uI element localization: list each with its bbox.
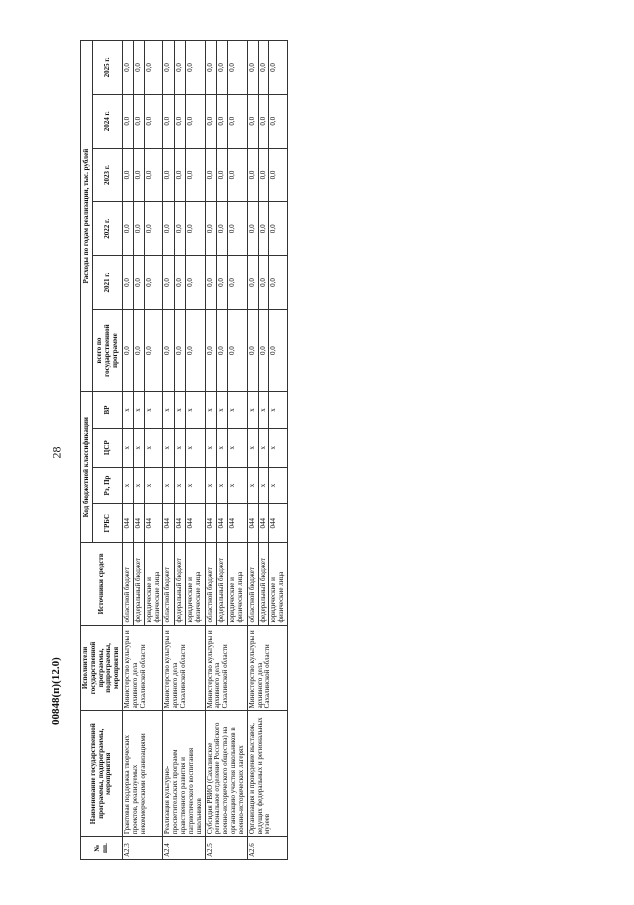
grbs-cell: 044 (174, 504, 185, 543)
executor-cell: Министерство культуры и архивного дела Сахалинской области (123, 625, 163, 711)
executor-cell: Министерство культуры и архивного дела Сахалинской области (205, 625, 247, 711)
header-2022: 2022 г. (93, 202, 123, 256)
vr-cell: х (247, 392, 258, 429)
y2021-cell: 0,0 (247, 256, 258, 310)
y2024-cell: 0,0 (123, 94, 134, 148)
source-cell: областной бюджет (123, 543, 134, 625)
y2023-cell: 0,0 (205, 148, 216, 202)
header-budget-code: Код бюджетной классификации (81, 392, 93, 543)
source-cell: федеральный бюджет (216, 543, 227, 625)
vr-cell: х (258, 392, 269, 429)
header-2023: 2023 г. (93, 148, 123, 202)
table-row (123, 41, 134, 860)
y2024-cell: 0,0 (174, 94, 185, 148)
total-cell: 0,0 (247, 309, 258, 391)
y2025-cell: 0,0 (269, 41, 288, 95)
grbs-cell: 044 (133, 504, 144, 543)
vr-cell: х (205, 392, 216, 429)
row-number-cell: А2.5 (205, 837, 247, 860)
rzpr-cell: х (123, 467, 134, 504)
y2022-cell: 0,0 (174, 202, 185, 256)
y2024-cell: 0,0 (186, 94, 206, 148)
vr-cell: х (133, 392, 144, 429)
rotated-table-sheet (80, 40, 550, 860)
rzpr-cell: х (247, 467, 258, 504)
y2023-cell: 0,0 (123, 148, 134, 202)
grbs-cell: 044 (269, 504, 288, 543)
grbs-cell: 044 (163, 504, 174, 543)
vr-cell: х (269, 392, 288, 429)
y2021-cell: 0,0 (123, 256, 134, 310)
header-2025: 2025 г. (93, 41, 123, 95)
header-2021: 2021 г. (93, 256, 123, 310)
csr-cell: х (163, 428, 174, 467)
table-row (247, 41, 258, 860)
y2022-cell: 0,0 (186, 202, 206, 256)
header-grbs: ГРБС (93, 504, 123, 543)
y2022-cell: 0,0 (228, 202, 248, 256)
total-cell: 0,0 (174, 309, 185, 391)
vr-cell: х (186, 392, 206, 429)
table-row (163, 41, 174, 860)
header-csr: ЦСР (93, 428, 123, 467)
y2023-cell: 0,0 (258, 148, 269, 202)
row-number-cell: А2.6 (247, 837, 287, 860)
vr-cell: х (123, 392, 134, 429)
measure-name-cell: Организация и проведение выставок, ведущих федеральных и региональных музеев (247, 711, 287, 837)
total-cell: 0,0 (258, 309, 269, 391)
source-cell: областной бюджет (247, 543, 258, 625)
grbs-cell: 044 (205, 504, 216, 543)
grbs-cell: 044 (216, 504, 227, 543)
total-cell: 0,0 (163, 309, 174, 391)
csr-cell: х (144, 428, 163, 467)
y2023-cell: 0,0 (186, 148, 206, 202)
y2024-cell: 0,0 (205, 94, 216, 148)
grbs-cell: 044 (186, 504, 206, 543)
header-executor: Исполнители государственной программы, подпрограммы, мероприятия (81, 625, 123, 711)
y2025-cell: 0,0 (216, 41, 227, 95)
csr-cell: х (186, 428, 206, 467)
row-number-cell: А2.3 (123, 837, 163, 860)
rzpr-cell: х (269, 467, 288, 504)
page-number: 28 (49, 446, 64, 459)
y2021-cell: 0,0 (258, 256, 269, 310)
table-header (81, 41, 123, 860)
rzpr-cell: х (174, 467, 185, 504)
total-cell: 0,0 (144, 309, 163, 391)
rzpr-cell: х (228, 467, 248, 504)
document-code: 00848(п)(12.0) (50, 657, 62, 725)
header-2024: 2024 г. (93, 94, 123, 148)
vr-cell: х (228, 392, 248, 429)
y2025-cell: 0,0 (123, 41, 134, 95)
y2022-cell: 0,0 (205, 202, 216, 256)
row-number-cell: А2.4 (163, 837, 205, 860)
executor-cell: Министерство культуры и архивного дела Сахалинской области (247, 625, 287, 711)
y2024-cell: 0,0 (144, 94, 163, 148)
y2023-cell: 0,0 (144, 148, 163, 202)
table-row (205, 41, 216, 860)
csr-cell: х (174, 428, 185, 467)
y2021-cell: 0,0 (163, 256, 174, 310)
y2023-cell: 0,0 (269, 148, 288, 202)
y2021-cell: 0,0 (174, 256, 185, 310)
total-cell: 0,0 (123, 309, 134, 391)
rzpr-cell: х (205, 467, 216, 504)
header-total: всего по государственной программе (93, 309, 123, 391)
header-vr: ВР (93, 392, 123, 429)
vr-cell: х (174, 392, 185, 429)
source-cell: юридические и физические лица (269, 543, 288, 625)
y2021-cell: 0,0 (228, 256, 248, 310)
csr-cell: х (123, 428, 134, 467)
source-cell: областной бюджет (205, 543, 216, 625)
header-no: № пп. (81, 837, 123, 860)
rzpr-cell: х (258, 467, 269, 504)
y2023-cell: 0,0 (133, 148, 144, 202)
y2025-cell: 0,0 (174, 41, 185, 95)
measure-name-cell: Грантовая поддержка творческих проектов, реализуемых некоммерческими организациями (123, 711, 163, 837)
y2025-cell: 0,0 (228, 41, 248, 95)
y2022-cell: 0,0 (144, 202, 163, 256)
y2021-cell: 0,0 (205, 256, 216, 310)
y2024-cell: 0,0 (228, 94, 248, 148)
y2023-cell: 0,0 (174, 148, 185, 202)
grbs-cell: 044 (228, 504, 248, 543)
y2025-cell: 0,0 (133, 41, 144, 95)
y2022-cell: 0,0 (269, 202, 288, 256)
rzpr-cell: х (163, 467, 174, 504)
y2024-cell: 0,0 (247, 94, 258, 148)
source-cell: федеральный бюджет (133, 543, 144, 625)
total-cell: 0,0 (186, 309, 206, 391)
y2022-cell: 0,0 (163, 202, 174, 256)
y2023-cell: 0,0 (163, 148, 174, 202)
header-expenses: Расходы по годам реализации, тыс. рублей (81, 41, 93, 392)
y2021-cell: 0,0 (133, 256, 144, 310)
grbs-cell: 044 (144, 504, 163, 543)
vr-cell: х (144, 392, 163, 429)
header-rzpr: Рз, Пр (93, 467, 123, 504)
grbs-cell: 044 (123, 504, 134, 543)
vr-cell: х (216, 392, 227, 429)
y2022-cell: 0,0 (247, 202, 258, 256)
y2024-cell: 0,0 (269, 94, 288, 148)
rzpr-cell: х (216, 467, 227, 504)
source-cell: юридические и физические лица (186, 543, 206, 625)
vr-cell: х (163, 392, 174, 429)
csr-cell: х (228, 428, 248, 467)
total-cell: 0,0 (133, 309, 144, 391)
y2022-cell: 0,0 (258, 202, 269, 256)
csr-cell: х (133, 428, 144, 467)
y2021-cell: 0,0 (269, 256, 288, 310)
executor-cell: Министерство культуры и архивного дела Сахалинской области (163, 625, 205, 711)
rzpr-cell: х (133, 467, 144, 504)
y2022-cell: 0,0 (133, 202, 144, 256)
source-cell: юридические и физические лица (228, 543, 248, 625)
grbs-cell: 044 (258, 504, 269, 543)
y2025-cell: 0,0 (144, 41, 163, 95)
header-name: Наименование государственной программы, подпрограммы, мероприятия (81, 711, 123, 837)
source-cell: федеральный бюджет (174, 543, 185, 625)
total-cell: 0,0 (205, 309, 216, 391)
y2025-cell: 0,0 (247, 41, 258, 95)
y2022-cell: 0,0 (123, 202, 134, 256)
y2023-cell: 0,0 (216, 148, 227, 202)
total-cell: 0,0 (228, 309, 248, 391)
source-cell: федеральный бюджет (258, 543, 269, 625)
csr-cell: х (247, 428, 258, 467)
y2023-cell: 0,0 (228, 148, 248, 202)
grbs-cell: 044 (247, 504, 258, 543)
measure-name-cell: Реализация культурно-просветительских программ нравственного развития и патриотического воспитания школьников (163, 711, 205, 837)
source-cell: областной бюджет (163, 543, 174, 625)
y2025-cell: 0,0 (205, 41, 216, 95)
y2025-cell: 0,0 (163, 41, 174, 95)
header-source: Источники средств (81, 543, 123, 625)
y2022-cell: 0,0 (216, 202, 227, 256)
rzpr-cell: х (186, 467, 206, 504)
y2024-cell: 0,0 (133, 94, 144, 148)
total-cell: 0,0 (216, 309, 227, 391)
measure-name-cell: Субсидия РВИО (Сахалинское региональное отделение Российского военно-исторического общества) на организацию участия школьников в военно-исторических лагерях (205, 711, 247, 837)
budget-table (80, 40, 288, 860)
y2025-cell: 0,0 (258, 41, 269, 95)
y2021-cell: 0,0 (216, 256, 227, 310)
csr-cell: х (205, 428, 216, 467)
csr-cell: х (216, 428, 227, 467)
rzpr-cell: х (144, 467, 163, 504)
y2024-cell: 0,0 (163, 94, 174, 148)
y2023-cell: 0,0 (247, 148, 258, 202)
y2025-cell: 0,0 (186, 41, 206, 95)
csr-cell: х (269, 428, 288, 467)
csr-cell: х (258, 428, 269, 467)
total-cell: 0,0 (269, 309, 288, 391)
y2021-cell: 0,0 (186, 256, 206, 310)
y2024-cell: 0,0 (258, 94, 269, 148)
source-cell: юридические и физические лица (144, 543, 163, 625)
y2021-cell: 0,0 (144, 256, 163, 310)
table-body (123, 41, 288, 860)
y2024-cell: 0,0 (216, 94, 227, 148)
